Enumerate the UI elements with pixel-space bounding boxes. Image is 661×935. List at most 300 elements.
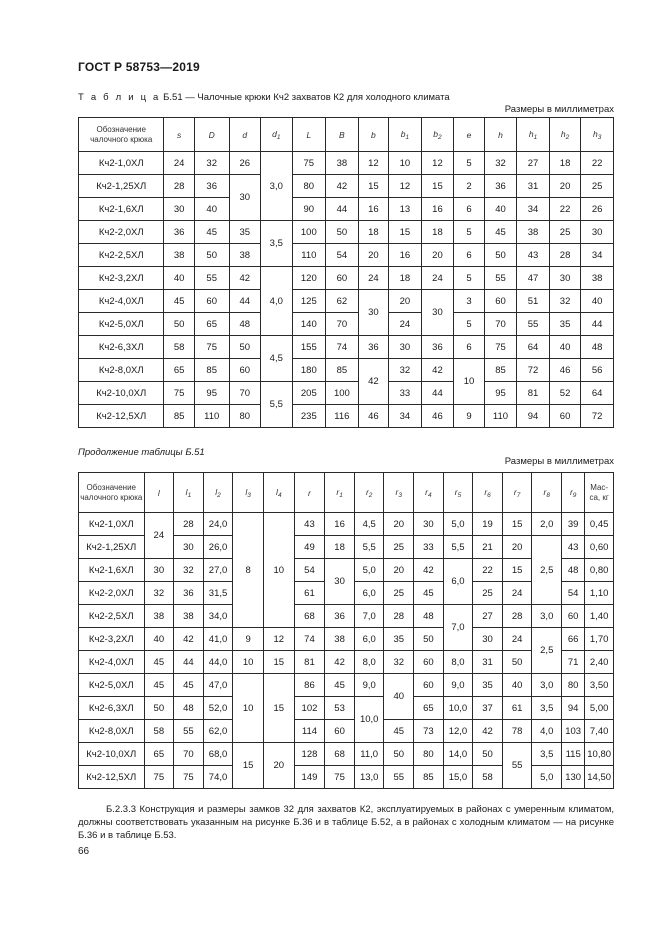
table1-header-h2-sub: 2 — [565, 133, 570, 141]
table-cell: 32 — [384, 651, 414, 674]
table-cell: 32 — [484, 152, 517, 175]
table-cell: Кч2-1,0ХЛ — [79, 513, 145, 536]
table-cell: 128 — [294, 743, 325, 766]
table2-header-l: l — [144, 473, 174, 513]
table-cell: 48 — [581, 336, 614, 359]
table-cell: 5,0 — [532, 766, 562, 789]
table2-header-r6-sub: 6 — [487, 491, 491, 499]
table-cell: 40 — [549, 336, 581, 359]
table-cell: 6,0 — [354, 582, 384, 605]
table-cell: 34 — [517, 198, 550, 221]
table-cell: 22 — [549, 198, 581, 221]
table2 — [78, 472, 614, 789]
table-row — [79, 674, 614, 697]
table-cell: 155 — [292, 336, 326, 359]
table-cell: Кч2-4,0ХЛ — [79, 290, 164, 313]
table-cell: 62,0 — [203, 720, 233, 743]
table-cell: 5,0 — [354, 559, 384, 582]
table-cell: 30 — [473, 628, 503, 651]
table2-header-r4-sub: 4 — [427, 491, 432, 499]
table-cell: 30 — [174, 536, 204, 559]
table-cell: 36 — [325, 605, 355, 628]
table2-header-r6-sym: r — [484, 486, 488, 497]
table2-header-l4-sub: 4 — [277, 491, 282, 499]
table-cell: 6 — [454, 336, 485, 359]
table-cell: 102 — [294, 697, 325, 720]
table-cell: 36 — [484, 175, 517, 198]
table-cell: Кч2-5,0ХЛ — [79, 313, 164, 336]
table-cell: 120 — [292, 267, 326, 290]
table-cell: 20 — [384, 559, 414, 582]
table-cell: 70 — [484, 313, 517, 336]
table-cell: 12,0 — [443, 720, 473, 743]
table-cell: 41,0 — [203, 628, 233, 651]
table-cell: 61 — [502, 697, 532, 720]
table-cell: 20 — [389, 290, 422, 313]
table-cell: 55 — [484, 267, 517, 290]
table-cell: 46 — [549, 359, 581, 382]
table2-header-r9-sym: r — [569, 486, 573, 497]
table-cell: 100 — [292, 221, 326, 244]
table-cell: 28 — [384, 605, 414, 628]
table-cell: 30 — [325, 559, 355, 605]
table-cell: 27,0 — [203, 559, 233, 582]
table-cell: 94 — [562, 697, 585, 720]
table-cell: 40 — [164, 267, 195, 290]
table-cell: 36 — [164, 221, 195, 244]
table-cell: Кч2-3,2ХЛ — [79, 267, 164, 290]
table-cell: 140 — [292, 313, 326, 336]
table-cell: 85 — [414, 766, 444, 789]
table-cell: 30 — [389, 336, 422, 359]
table-cell: 42 — [473, 720, 503, 743]
table-cell: 72 — [581, 405, 614, 428]
table-cell: 48 — [562, 559, 585, 582]
table-cell: 38 — [144, 605, 174, 628]
table-cell: 85 — [164, 405, 195, 428]
table-cell: 60 — [414, 651, 444, 674]
table-cell: 45 — [414, 582, 444, 605]
table2-header-r5-sub: 5 — [457, 491, 462, 499]
table-cell: 36 — [358, 336, 389, 359]
table-cell: 45 — [484, 221, 517, 244]
table-cell: 3,5 — [532, 743, 562, 766]
table-cell: 35 — [384, 628, 414, 651]
table-cell: 3,0 — [261, 152, 293, 221]
table-cell: 94 — [517, 405, 550, 428]
table2-header-r1-sym: r — [336, 486, 340, 497]
table-cell: 68 — [325, 743, 355, 766]
table-cell: 60 — [562, 605, 585, 628]
table-cell: 15 — [421, 175, 454, 198]
table1-header-d1-sub: 1 — [276, 133, 281, 141]
table-cell: 2,5 — [532, 628, 562, 674]
table2-header-r8-sym: r — [543, 486, 547, 497]
table-cell: 32 — [389, 359, 422, 382]
table-cell: 5,00 — [585, 697, 614, 720]
table-cell: 37 — [473, 697, 503, 720]
table-cell: 36 — [174, 582, 204, 605]
table2-header-r: r — [294, 473, 325, 513]
table-cell: 12 — [389, 175, 422, 198]
table-cell: 53 — [325, 697, 355, 720]
table-cell: 30 — [144, 559, 174, 582]
table2-header-r7 — [502, 473, 532, 513]
table-cell: 13,0 — [354, 766, 384, 789]
table-cell: 5 — [454, 221, 485, 244]
table-row — [79, 766, 614, 789]
table-cell: 32 — [194, 152, 229, 175]
table-cell: 1,70 — [585, 628, 614, 651]
table-cell: Кч2-2,0ХЛ — [79, 221, 164, 244]
table-cell: 5 — [454, 313, 485, 336]
table-cell: 4,5 — [261, 336, 293, 382]
table-cell: 24 — [389, 313, 422, 336]
table-row — [79, 336, 614, 359]
table-cell: 50 — [414, 628, 444, 651]
table-cell: 55 — [194, 267, 229, 290]
table1-header-h3-sym: h — [592, 128, 598, 139]
table-cell: 33 — [414, 536, 444, 559]
table-cell: Кч2-4,0ХЛ — [79, 651, 145, 674]
table-cell: 52,0 — [203, 697, 233, 720]
table-cell: Кч2-5,0ХЛ — [79, 674, 145, 697]
table1-header-row — [79, 118, 614, 152]
table-cell: 45 — [174, 674, 204, 697]
table-cell: Кч2-1,25ХЛ — [79, 536, 145, 559]
table-cell: 11,0 — [354, 743, 384, 766]
table-row — [79, 605, 614, 628]
table-cell: 31 — [473, 651, 503, 674]
table-cell: 28 — [174, 513, 204, 536]
table-cell: 12 — [421, 152, 454, 175]
table-cell: 1,10 — [585, 582, 614, 605]
table-cell: 44 — [581, 313, 614, 336]
table-cell: 2,5 — [532, 536, 562, 605]
table-row — [79, 382, 614, 405]
table-cell: Кч2-2,5ХЛ — [79, 244, 164, 267]
table-cell: 205 — [292, 382, 326, 405]
table-cell: 58 — [473, 766, 503, 789]
table1-header-D: D — [194, 118, 229, 152]
table-cell: 50 — [473, 743, 503, 766]
table1-header-b2-sub: 2 — [438, 133, 442, 141]
table-cell: 5,5 — [443, 536, 473, 559]
table2-header-r7-sub: 7 — [516, 491, 521, 499]
table2-header-l1 — [174, 473, 204, 513]
table-cell: 13 — [389, 198, 422, 221]
table2-header-l4-sym: l — [276, 486, 278, 497]
table-cell: 38 — [325, 628, 355, 651]
table-cell: 30 — [229, 175, 261, 221]
table2-header-r3-sym: r — [395, 486, 399, 497]
table-cell: 50 — [326, 221, 359, 244]
table-cell: 74 — [294, 628, 325, 651]
table1-header-h1 — [517, 118, 550, 152]
table-cell: 50 — [229, 336, 261, 359]
table-cell: Кч2-8,0ХЛ — [79, 720, 145, 743]
table-cell: 80 — [414, 743, 444, 766]
table-cell: 56 — [581, 359, 614, 382]
table-cell: 90 — [292, 198, 326, 221]
table-cell: Кч2-6,3ХЛ — [79, 697, 145, 720]
table-cell: 6,0 — [354, 628, 384, 651]
table-cell: Кч2-6,3ХЛ — [79, 336, 164, 359]
table-cell: 15 — [502, 513, 532, 536]
table2-header-r6 — [473, 473, 503, 513]
table-cell: Кч2-1,6ХЛ — [79, 198, 164, 221]
table-cell: 47 — [517, 267, 550, 290]
table1-header-b1-sub: 1 — [405, 133, 410, 141]
table-cell: 3,5 — [532, 697, 562, 720]
table-cell: 32 — [144, 582, 174, 605]
table-cell: 39 — [562, 513, 585, 536]
table-cell: 55 — [517, 313, 550, 336]
table-cell: 45 — [194, 221, 229, 244]
table-cell: 2,40 — [585, 651, 614, 674]
table2-caption: Продолжение таблицы Б.51 — [78, 447, 205, 458]
table-cell: 15 — [263, 674, 294, 743]
table-cell: 74,0 — [203, 766, 233, 789]
table-cell: 31,5 — [203, 582, 233, 605]
table-cell: 10 — [263, 513, 294, 628]
table-cell: 18 — [325, 536, 355, 559]
table1-header-b1 — [389, 118, 422, 152]
table-cell: Кч2-12,5ХЛ — [79, 766, 145, 789]
table1-header-B: B — [326, 118, 359, 152]
table-cell: 27 — [517, 152, 550, 175]
table-cell: 64 — [517, 336, 550, 359]
table-cell: 25 — [473, 582, 503, 605]
table1-caption-text: Б.51 — Чалочные крюки Кч2 захватов К2 для холодного климата — [160, 92, 450, 103]
table-cell: 45 — [164, 290, 195, 313]
table-cell: 26 — [229, 152, 261, 175]
table-cell: 114 — [294, 720, 325, 743]
table-cell: Кч2-2,0ХЛ — [79, 582, 145, 605]
table-cell: 34,0 — [203, 605, 233, 628]
table1 — [78, 117, 614, 428]
table-cell: 4,5 — [354, 513, 384, 536]
table1-header-e: e — [454, 118, 485, 152]
table-cell: 115 — [562, 743, 585, 766]
table-cell: 100 — [326, 382, 359, 405]
table1-header-h2-sym: h — [560, 128, 566, 139]
table1-header-h1-sub: 1 — [533, 133, 538, 141]
table-row — [79, 152, 614, 175]
table-cell: 55 — [174, 720, 204, 743]
table-cell: 6,0 — [443, 559, 473, 605]
table-cell: 46 — [358, 405, 389, 428]
table-cell: Кч2-3,2ХЛ — [79, 628, 145, 651]
table-cell: 12 — [263, 628, 294, 651]
table-cell: 60 — [325, 720, 355, 743]
table-cell: 110 — [292, 244, 326, 267]
table-cell: 81 — [517, 382, 550, 405]
table-cell: 31 — [517, 175, 550, 198]
table1-caption — [78, 92, 450, 103]
table2-units: Размеры в миллиметрах — [504, 456, 614, 467]
table-cell: 75 — [174, 766, 204, 789]
body-paragraph: Б.2.3.3 Конструкция и размеры замков 32 для захватов К2, эксплуатируемых в районах с умеренным климатом, должны соответствовать указанным на рисунке Б.36 и в таблице Б.52, а в районах с холодным климатом — на рисунке Б.36 и в таблице Б.53. — [78, 804, 614, 841]
table-cell: 1,40 — [585, 605, 614, 628]
table-cell: 25 — [549, 221, 581, 244]
table-cell: 50 — [194, 244, 229, 267]
table-cell: 42 — [174, 628, 204, 651]
table-cell: 62 — [326, 290, 359, 313]
table-row — [79, 221, 614, 244]
table1-header-b2 — [421, 118, 454, 152]
table-cell: 5,0 — [443, 513, 473, 536]
table-cell: 48 — [229, 313, 261, 336]
table-cell: 58 — [164, 336, 195, 359]
table-cell: 38 — [517, 221, 550, 244]
table-cell: 44 — [229, 290, 261, 313]
table-cell: 110 — [484, 405, 517, 428]
table1-units: Размеры в миллиметрах — [504, 104, 614, 115]
table-cell: 30 — [421, 290, 454, 336]
table2-header-r5 — [443, 473, 473, 513]
table-cell: 61 — [294, 582, 325, 605]
table-cell: 85 — [326, 359, 359, 382]
table-cell: 7,0 — [443, 605, 473, 651]
table-cell: 85 — [484, 359, 517, 382]
table2-header-r4-sym: r — [425, 486, 428, 497]
table-cell: 50 — [384, 743, 414, 766]
table-cell: Кч2-12,5ХЛ — [79, 405, 164, 428]
table-cell: 38 — [174, 605, 204, 628]
table-cell: 16 — [421, 198, 454, 221]
table-cell: 30 — [549, 267, 581, 290]
table-cell: 50 — [484, 244, 517, 267]
table-cell: 42 — [325, 651, 355, 674]
table-cell: 74 — [326, 336, 359, 359]
table-cell: 9,0 — [443, 674, 473, 697]
table-cell: 42 — [229, 267, 261, 290]
table-cell: 5,5 — [261, 382, 293, 428]
table-row — [79, 359, 614, 382]
table-cell: 45 — [384, 720, 414, 743]
table-cell: 5,5 — [354, 536, 384, 559]
table-cell: 10 — [454, 359, 485, 405]
table-cell: 25 — [384, 582, 414, 605]
table-cell: 30 — [581, 221, 614, 244]
table-cell: 16 — [389, 244, 422, 267]
table-row — [79, 267, 614, 290]
table-cell: 25 — [581, 175, 614, 198]
table-cell: 40 — [502, 674, 532, 697]
table-cell: 65 — [144, 743, 174, 766]
table-cell: 28 — [164, 175, 195, 198]
table1-header-b1-sym: b — [400, 128, 406, 139]
table-cell: 10 — [233, 651, 264, 674]
table-cell: 95 — [194, 382, 229, 405]
table-cell: Кч2-10,0ХЛ — [79, 743, 145, 766]
table-cell: 15 — [263, 651, 294, 674]
table-cell: 18 — [549, 152, 581, 175]
table-cell: 10 — [233, 674, 264, 743]
table-cell: 4,0 — [261, 267, 293, 336]
table-cell: 43 — [294, 513, 325, 536]
table-row — [79, 244, 614, 267]
table-cell: 2 — [454, 175, 485, 198]
table-cell: 40 — [484, 198, 517, 221]
table-cell: 50 — [164, 313, 195, 336]
table-cell: 24 — [502, 628, 532, 651]
table1-header-s: s — [164, 118, 195, 152]
table-cell: 65 — [194, 313, 229, 336]
table-cell: 27 — [473, 605, 503, 628]
table-cell: 24 — [144, 513, 174, 559]
table-cell: 35 — [229, 221, 261, 244]
table-cell: 10,80 — [585, 743, 614, 766]
table-row — [79, 743, 614, 766]
table-cell: 18 — [389, 267, 422, 290]
standard-number: ГОСТ Р 58753—2019 — [78, 60, 200, 74]
table1-header-L: L — [292, 118, 326, 152]
table-cell: 55 — [384, 766, 414, 789]
table2-header-r4 — [414, 473, 444, 513]
table-cell: 14,0 — [443, 743, 473, 766]
table-cell: 16 — [325, 513, 355, 536]
table-cell: 7,0 — [354, 605, 384, 628]
table2-header-l2-sub: 2 — [217, 491, 221, 499]
table-cell: 103 — [562, 720, 585, 743]
table-cell: 38 — [164, 244, 195, 267]
table2-header-r1-sub: 1 — [339, 491, 343, 499]
table-cell: 20 — [384, 513, 414, 536]
table-cell: Кч2-1,6ХЛ — [79, 559, 145, 582]
table-cell: 30 — [164, 198, 195, 221]
table1-header-d1-sym: d — [272, 128, 277, 139]
table-cell: 65 — [414, 697, 444, 720]
table1-header-h: h — [484, 118, 517, 152]
table-cell: 42 — [421, 359, 454, 382]
table-cell: 8,0 — [354, 651, 384, 674]
table-cell: 44,0 — [203, 651, 233, 674]
table-cell: 71 — [562, 651, 585, 674]
table-cell: 50 — [502, 651, 532, 674]
table-cell: 25 — [384, 536, 414, 559]
table-cell: 45 — [325, 674, 355, 697]
table-cell: 26,0 — [203, 536, 233, 559]
table-cell: 8 — [233, 513, 264, 628]
table-cell: 15 — [389, 221, 422, 244]
table-cell: 5 — [454, 152, 485, 175]
table-cell: 47,0 — [203, 674, 233, 697]
table2-header-l3 — [233, 473, 264, 513]
table2-header-l1-sym: l — [185, 486, 188, 497]
table-cell: Кч2-8,0ХЛ — [79, 359, 164, 382]
table-cell: 75 — [194, 336, 229, 359]
table-cell: 3,0 — [532, 605, 562, 628]
table-cell: 46 — [421, 405, 454, 428]
table-cell: 9 — [454, 405, 485, 428]
table-cell: 60 — [549, 405, 581, 428]
table1-header-h1-sym: h — [528, 128, 534, 139]
table-cell: 60 — [194, 290, 229, 313]
table-cell: Кч2-2,5ХЛ — [79, 605, 145, 628]
table-cell: 42 — [358, 359, 389, 405]
table-row — [79, 513, 614, 536]
table-cell: 40 — [384, 674, 414, 720]
table-cell: 44 — [326, 198, 359, 221]
table-cell: 0,60 — [585, 536, 614, 559]
table-cell: 55 — [502, 743, 532, 789]
table-cell: 8,0 — [443, 651, 473, 674]
table-row — [79, 697, 614, 720]
table-cell: 22 — [581, 152, 614, 175]
table-cell: 21 — [473, 536, 503, 559]
